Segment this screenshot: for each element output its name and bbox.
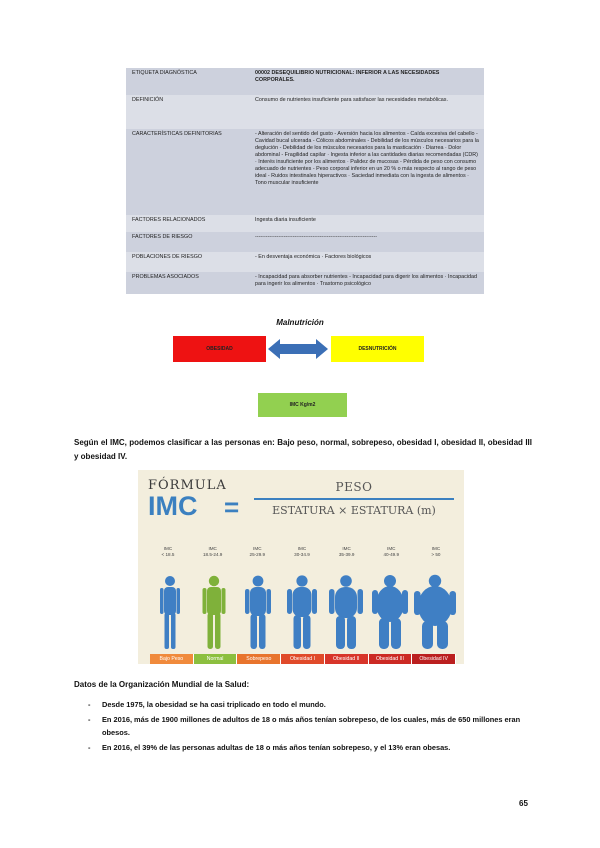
row-value: Consumo de nutrientes insuficiente para satisfacer las necesidades metabólicas. xyxy=(255,97,448,103)
list-item xyxy=(74,713,534,739)
row-label: FACTORES DE RIESGO xyxy=(132,234,193,240)
formula-title xyxy=(148,478,227,522)
range-value: 18.5-24.9 xyxy=(202,552,223,557)
category-segment: Normal xyxy=(194,654,238,664)
bmi-range xyxy=(327,546,367,558)
table-row xyxy=(126,129,484,215)
range-label: IMC xyxy=(253,546,262,551)
range-label: IMC xyxy=(387,546,396,551)
range-value: 35-39.9 xyxy=(338,552,355,557)
formula-word: FÓRMULA xyxy=(148,478,227,493)
body-figure-icon xyxy=(245,576,271,649)
row-value: Ingesta diaria insuficiente xyxy=(255,217,316,223)
body-figure-icon xyxy=(372,575,408,649)
body-figure-icon xyxy=(329,575,363,649)
table-row xyxy=(126,215,484,232)
double-arrow-icon xyxy=(268,339,328,359)
range-value: 25-29.9 xyxy=(249,552,266,557)
numerator: PESO xyxy=(335,480,373,494)
bmi-range xyxy=(237,546,277,558)
bmi-paragraph: Según el IMC, podemos clasificar a las personas en: Bajo peso, normal, sobrepeso, obesidad I, obesidad II, obesidad III y obesidad IV. xyxy=(74,438,532,461)
bmi-range xyxy=(371,546,411,558)
bmi-range xyxy=(282,546,322,558)
obesity-box: OBESIDAD xyxy=(173,336,266,362)
range-label: IMC xyxy=(431,546,441,551)
table-row xyxy=(126,252,484,272)
row-value: -------------------------------------------------------------------- xyxy=(255,234,378,240)
bmi-range xyxy=(193,546,233,558)
list-item-text: En 2016, más de 1900 millones de adultos de 18 o más años tenían sobrepeso, de los cuales, más de 650 millones eran obesos. xyxy=(102,715,521,737)
range-label: IMC xyxy=(297,546,307,551)
list-item xyxy=(74,741,534,754)
body-figure-icon xyxy=(203,576,226,649)
body-figures xyxy=(148,574,456,650)
row-value: 00002 DESEQUILIBRIO NUTRICIONAL: INFERIOR A LAS NECESIDADES CORPORALES. xyxy=(255,70,440,83)
bmi-range xyxy=(416,546,456,558)
list-item xyxy=(74,698,534,711)
row-label: CARACTERÍSTICAS DEFINITORIAS xyxy=(132,131,222,137)
malnutrition-title: Malnutrición xyxy=(276,318,324,327)
row-label: PROBLEMAS ASOCIADOS xyxy=(132,274,199,280)
bmi-ranges xyxy=(148,546,456,558)
malnutrition-box: DESNUTRICIÓN xyxy=(331,336,424,362)
fraction-line xyxy=(254,498,454,500)
page-number: 65 xyxy=(519,799,528,808)
bmi-range xyxy=(148,546,188,558)
range-label: IMC xyxy=(208,546,217,551)
table-row xyxy=(126,68,484,95)
bmi-box: IMC Kg/m2 xyxy=(258,393,347,417)
row-label: ETIQUETA DIAGNÓSTICA xyxy=(132,70,197,76)
range-value: < 18.5 xyxy=(161,552,175,557)
category-segment: Sobrepeso xyxy=(237,654,281,664)
category-segment: Bajo Peso xyxy=(150,654,194,664)
equals-sign: = xyxy=(224,492,240,522)
range-value: > 50 xyxy=(431,552,441,557)
range-label: IMC xyxy=(163,546,173,551)
nanda-diagnosis-table xyxy=(126,68,484,294)
imc-word: IMC xyxy=(148,491,198,521)
row-label: FACTORES RELACIONADOS xyxy=(132,217,206,223)
table-row xyxy=(126,272,484,294)
bmi-category-bar xyxy=(150,654,456,664)
category-segment: Obesidad II xyxy=(325,654,369,664)
category-segment: Obesidad III xyxy=(369,654,413,664)
bullet: - xyxy=(88,715,91,724)
body-figure-icon xyxy=(160,576,180,649)
table-row xyxy=(126,232,484,252)
row-value: - En desventaja económica · Factores biológicos xyxy=(255,254,372,260)
who-data-title: Datos de la Organización Mundial de la Salud: xyxy=(74,680,250,689)
list-item-text: Desde 1975, la obesidad se ha casi triplicado en todo el mundo. xyxy=(102,700,326,709)
row-label: POBLACIONES DE RIESGO xyxy=(132,254,203,260)
bullet: - xyxy=(88,700,91,709)
body-figure-icon xyxy=(414,575,456,649)
table-row xyxy=(126,95,484,129)
denominator: ESTATURA × ESTATURA (m) xyxy=(272,504,436,517)
category-segment: Obesidad I xyxy=(281,654,325,664)
range-label: IMC xyxy=(342,546,351,551)
row-value: - Incapacidad para absorber nutrientes - Incapacidad para digerir los alimentos · Incapacidad para ingerir los alimentos · Trastorno psicológico xyxy=(255,274,478,287)
who-data-list xyxy=(74,698,534,756)
bmi-infographic xyxy=(138,470,464,664)
range-value: 40-49.9 xyxy=(383,552,400,557)
range-value: 30-34.9 xyxy=(294,552,310,557)
row-label: DEFINICIÓN xyxy=(132,97,164,103)
row-value: - Alteración del sentido del gusto - Aversión hacia los alimentos - Caída excesiva del cabello - Cavidad bucal ulcerada - Cólicos abdominales - Debilidad de los músculos necesarios para la deglución - Debilidad de los músculos necesarios para la masticación · Diarrea · Dolor abdominal - Fragilidad capilar · Ingesta inferior a las cantidades diarias recomendadas (CDR) · Interés insuficiente por los alimentos · Palidez de mucosas - Pérdida de peso con consumo adecuado de nutrientes - Peso corporal inferior en un 20 % o más respecto al rango de peso ideal - Ruidos intestinales hiperactivos · Saciedad inmediata con la ingesta de alimentos · Tono muscular insuficiente xyxy=(255,131,479,186)
body-figure-icon xyxy=(287,575,317,649)
list-item-text: En 2016, el 39% de las personas adultas de 18 o más años tenían sobrepeso, y el 13% eran obesas. xyxy=(102,743,451,752)
formula-fraction xyxy=(254,480,454,517)
bullet: - xyxy=(88,743,91,752)
category-segment: Obesidad IV xyxy=(412,654,456,664)
